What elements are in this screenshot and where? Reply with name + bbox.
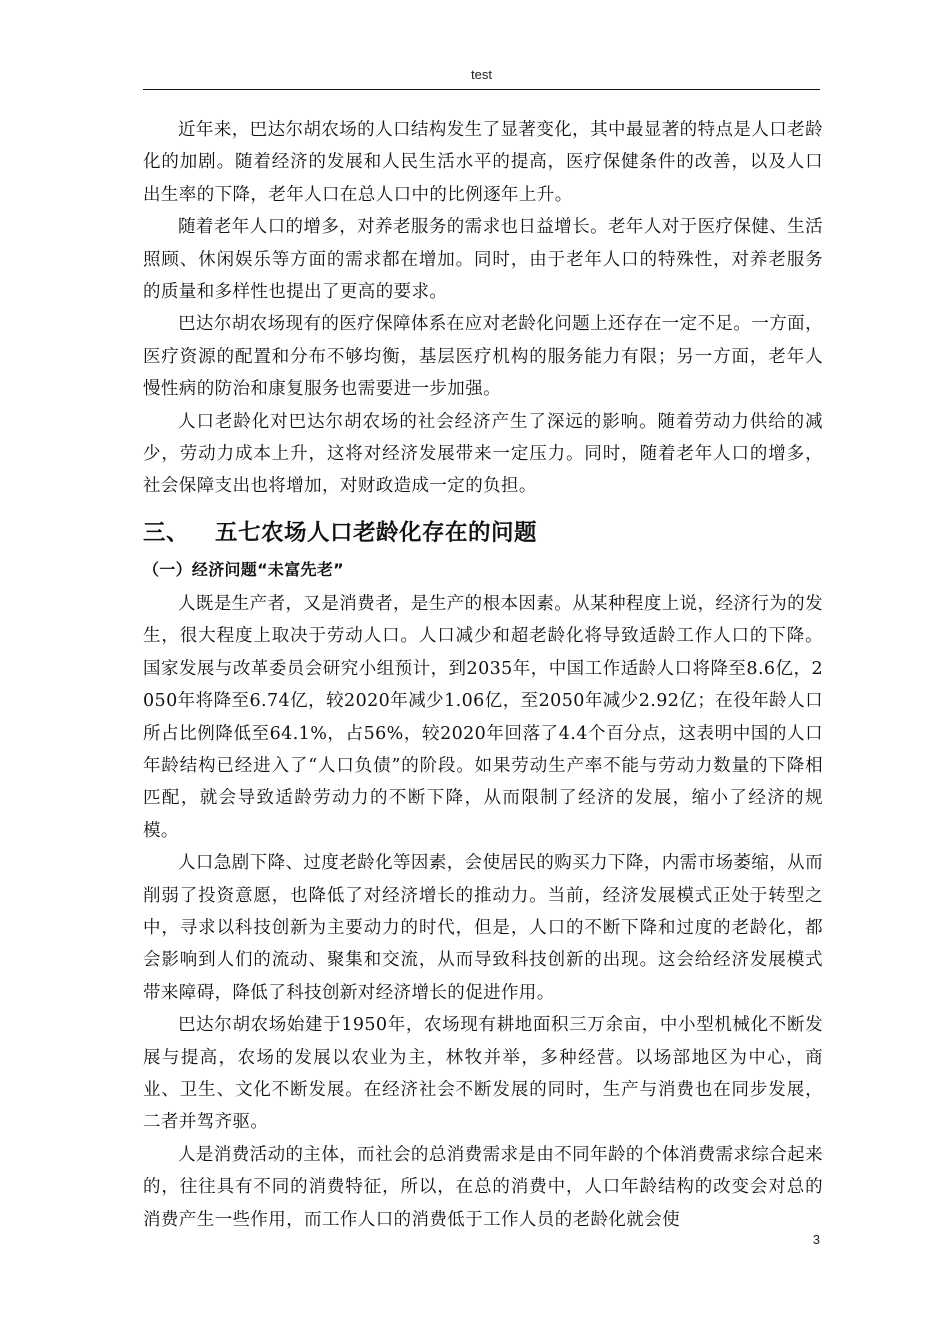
section-heading (143, 515, 823, 551)
paragraph-7: 巴达尔胡农场始建于1950年，农场现有耕地面积三万余亩，中小型机械化不断发展与提高，农场的发展以农业为主，林牧并举，多种经营。以场部地区为中心，商业、卫生、文化不断发展。在经济社会不断发展的同时，生产与消费也在同步发展，二者并驾齐驱。 (143, 1015, 823, 1133)
paragraph-1: 近年来，巴达尔胡农场的人口结构发生了显著变化，其中最显著的特点是人口老龄化的加剧。随着经济的发展和人民生活水平的提高，医疗保健条件的改善，以及人口出生率的下降，老年人口在总人口中的比例逐年上升。 (143, 120, 823, 205)
subsection-heading: （一）经济问题“未富先老” (143, 559, 344, 579)
paragraph-3: 巴达尔胡农场现有的医疗保障体系在应对老龄化问题上还存在一定不足。一方面，医疗资源的配置和分布不够均衡，基层医疗机构的服务能力有限；另一方面，老年人慢性病的防治和康复服务也需要进一步加强。 (143, 314, 823, 400)
document-body (143, 114, 823, 1236)
section-number: 三、 (143, 519, 190, 546)
paragraph-6: 人口急剧下降、过度老龄化等因素，会使居民的购买力下降，内需市场萎缩，从而削弱了投资意愿，也降低了对经济增长的推动力。当前，经济发展模式正处于转型之中，寻求以科技创新为主要动力的时代，但是，人口的不断下降和过度的老龄化，都会影响到人们的流动、聚集和交流，从而导致科技创新的出现。这会给经济发展模式带来障碍，降低了科技创新对经济增长的促进作用。 (143, 853, 823, 1003)
header-divider (143, 89, 820, 90)
paragraph-4: 人口老龄化对巴达尔胡农场的社会经济产生了深远的影响。随着劳动力供给的减少，劳动力成本上升，这将对经济发展带来一定压力。同时，随着老年人口的增多，社会保障支出也将增加，对财政造成一定的负担。 (143, 411, 823, 497)
page-header: test (471, 67, 492, 82)
section-title: 五七农场人口老龄化存在的问题 (215, 519, 538, 546)
paragraph-2: 随着老年人口的增多，对养老服务的需求也日益增长。老年人对于医疗保健、生活照顾、休闲娱乐等方面的需求都在增加。同时，由于老年人口的特殊性，对养老服务的质量和多样性也提出了更高的要求。 (143, 217, 823, 303)
paragraph-5: 人既是生产者，又是消费者，是生产的根本因素。从某种程度上说，经济行为的发生，很大程度上取决于劳动人口。人口减少和超老龄化将导致适龄工作人口的下降。国家发展与改革委员会研究小组预计，到2035年，中国工作适龄人口将降至8.6亿，2050年将降至6.74亿，较2020年减少1.06亿，至2050年减少2.92亿；在役年龄人口所占比例降低至64.1%，占56%，较2020年回落了4.4个百分点，这表明中国的人口年龄结构已经进入了“人口负债”的阶段。如果劳动生产率不能与劳动力数量的下降相匹配，就会导致适龄劳动力的不断下降，从而限制了经济的发展，缩小了经济的规模。 (143, 593, 823, 841)
page-number: 3 (812, 1232, 820, 1247)
paragraph-8: 人是消费活动的主体，而社会的总消费需求是由不同年龄的个体消费需求综合起来的，往往具有不同的消费特征，所以，在总的消费中，人口年龄结构的改变会对总的消费产生一些作用，而工作人口的消费低于工作人员的老龄化就会使 (143, 1144, 823, 1230)
